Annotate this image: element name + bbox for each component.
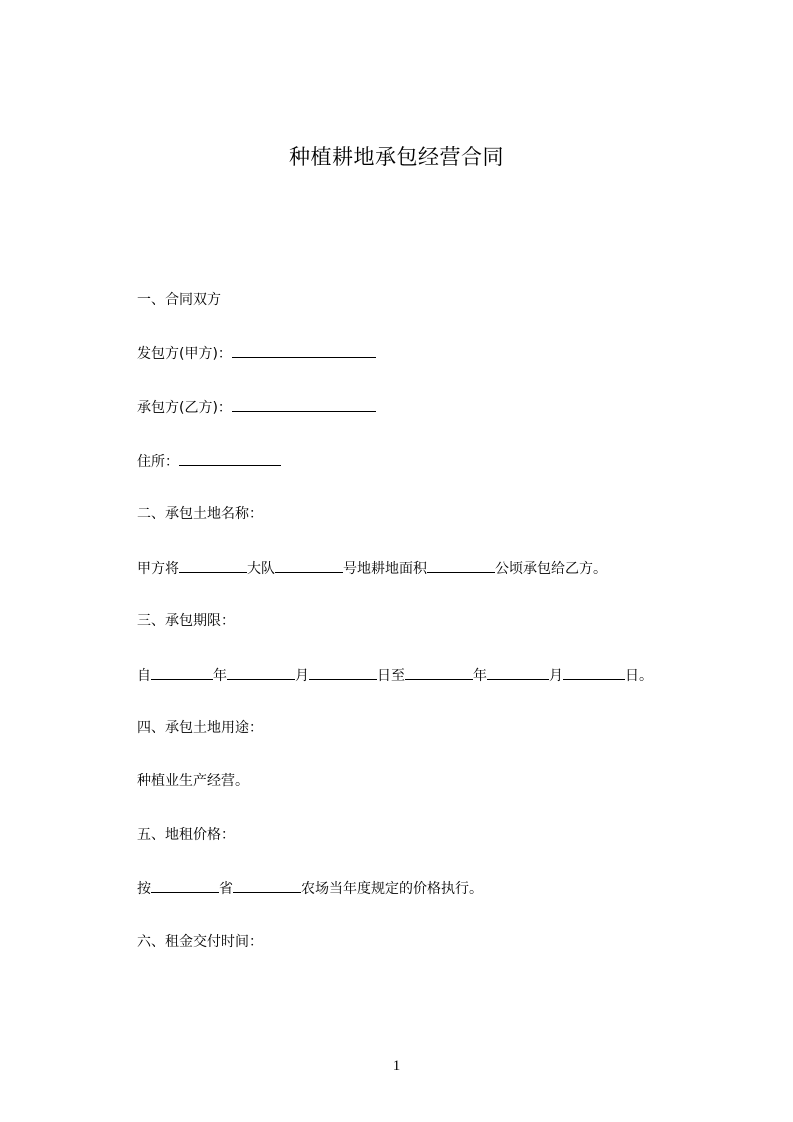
section-heading-parties: 一、合同双方 <box>137 292 221 308</box>
section-heading-land-name: 二、承包土地名称： <box>137 506 263 522</box>
province-blank[interactable] <box>151 878 219 893</box>
address-line <box>137 451 281 472</box>
term-text-4: 日至 <box>377 668 405 684</box>
start-year-blank[interactable] <box>151 665 213 680</box>
section-heading-term: 三、承包期限： <box>137 613 235 629</box>
party-a-blank[interactable] <box>232 343 376 358</box>
section-heading-payment-time: 六、租金交付时间： <box>137 934 263 950</box>
land-area-blank[interactable] <box>427 558 495 573</box>
rent-price-line <box>137 878 483 899</box>
land-use-text: 种植业生产经营。 <box>137 773 249 789</box>
end-day-blank[interactable] <box>563 665 625 680</box>
term-text-6: 月 <box>549 668 563 684</box>
section-heading-land-use: 四、承包土地用途： <box>137 720 263 736</box>
term-text-5: 年 <box>473 668 487 684</box>
rent-text-2: 省 <box>219 881 233 897</box>
land-text-4: 公顷承包给乙方。 <box>495 561 607 577</box>
end-year-blank[interactable] <box>405 665 473 680</box>
document-title: 种植耕地承包经营合同 <box>289 145 504 169</box>
term-text-7: 日。 <box>625 668 653 684</box>
section-heading-rent-price: 五、地租价格： <box>137 827 235 843</box>
start-day-blank[interactable] <box>309 665 377 680</box>
land-name-line <box>137 558 607 579</box>
page-number: 1 <box>392 1058 401 1074</box>
land-text-2: 大队 <box>247 561 275 577</box>
rent-text-1: 按 <box>137 881 151 897</box>
term-line <box>137 665 653 686</box>
party-b-blank[interactable] <box>232 397 376 412</box>
end-month-blank[interactable] <box>487 665 549 680</box>
address-label: 住所： <box>137 454 179 470</box>
party-a-label: 发包方(甲方)： <box>137 346 232 362</box>
land-brigade-blank[interactable] <box>179 558 247 573</box>
rent-text-3: 农场当年度规定的价格执行。 <box>301 881 483 897</box>
party-b-line <box>137 397 376 418</box>
party-a-line <box>137 343 376 364</box>
land-plot-number-blank[interactable] <box>275 558 343 573</box>
address-blank[interactable] <box>179 451 281 466</box>
land-text-1: 甲方将 <box>137 561 179 577</box>
term-text-1: 自 <box>137 668 151 684</box>
party-b-label: 承包方(乙方)： <box>137 400 232 416</box>
start-month-blank[interactable] <box>227 665 295 680</box>
term-text-2: 年 <box>213 668 227 684</box>
farm-blank[interactable] <box>233 878 301 893</box>
land-text-3: 号地耕地面积 <box>343 561 427 577</box>
term-text-3: 月 <box>295 668 309 684</box>
